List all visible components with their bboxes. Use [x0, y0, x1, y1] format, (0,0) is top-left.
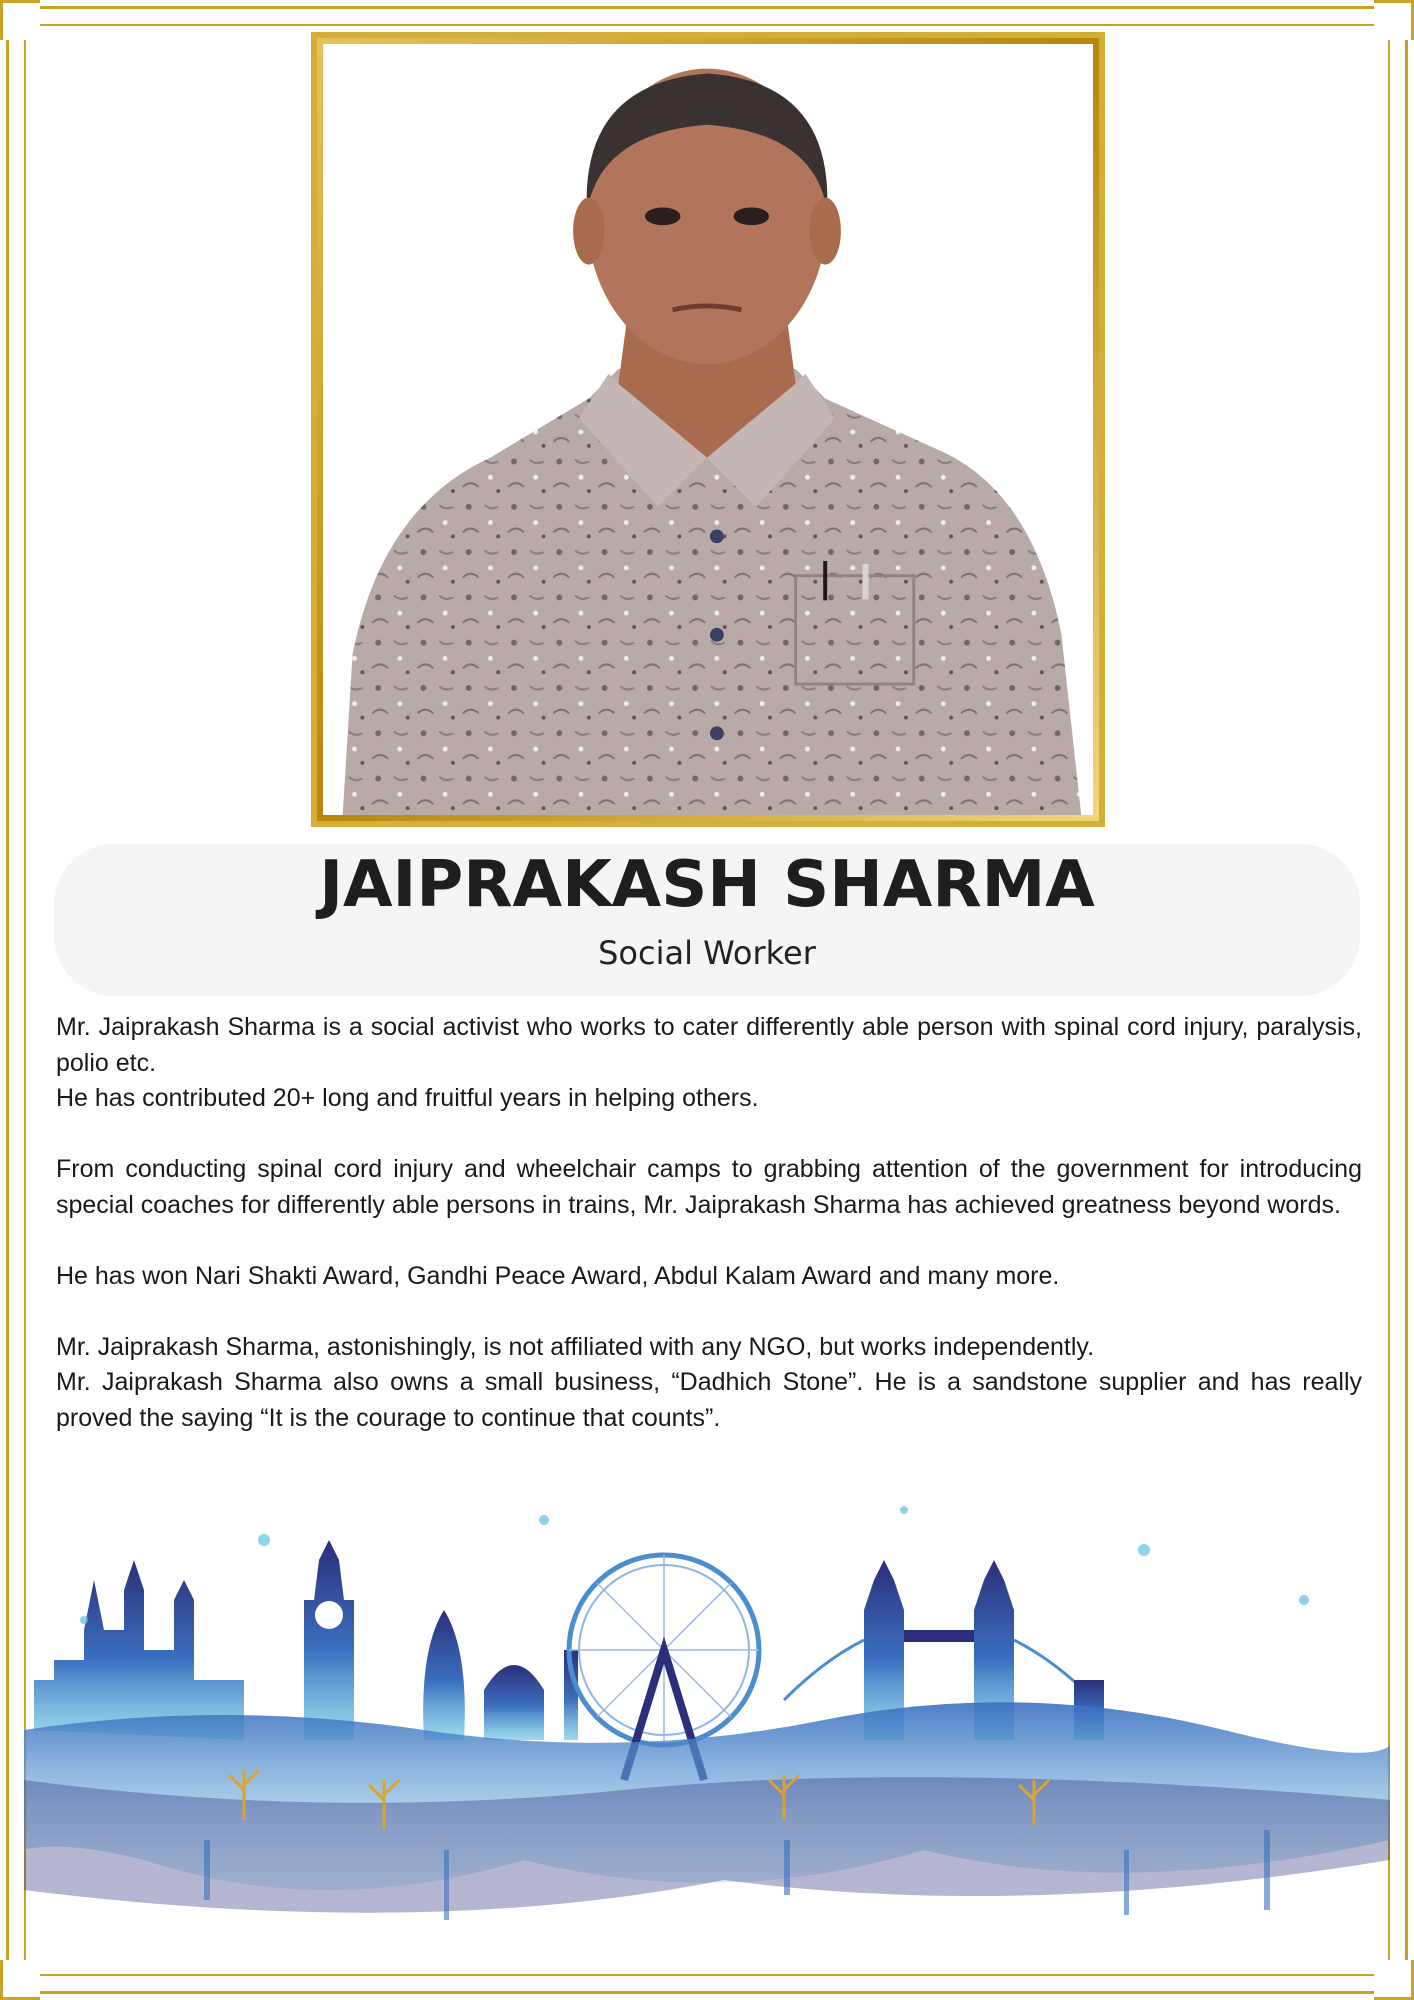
border-corner-top-left: [0, 0, 40, 40]
portrait-frame: [311, 32, 1105, 827]
portrait-photo: [323, 44, 1093, 815]
bio-paragraph-4-line-1: Mr. Jaiprakash Sharma, astonishingly, is not affiliated with any NGO, but works independently.: [56, 1332, 1095, 1361]
bio-paragraph-4-line-2: Mr. Jaiprakash Sharma also owns a small business, “Dadhich Stone”. He is a sandstone supplier and has really proved the saying “It is the courage to continue that counts”.: [56, 1368, 1362, 1432]
border-corner-top-right: [1374, 0, 1414, 40]
bio-paragraph-1-line-2: He has contributed 20+ long and fruitful years in helping others.: [56, 1084, 759, 1112]
person-name: JAIPRAKASH SHARMA: [319, 848, 1095, 922]
bio-paragraph-1-line-1: Mr. Jaiprakash Sharma is a social activist who works to cater differently able person with spinal cord injury, paralysis, polio etc.: [56, 1013, 1362, 1077]
person-role: Social Worker: [598, 934, 816, 972]
bio-paragraph-2: From conducting spinal cord injury and wheelchair camps to grabbing attention of the government for introducing special coaches for differently able persons in trains, Mr. Jaiprakash Sharma has achieved greatness beyond words.: [56, 1155, 1362, 1219]
bio-paragraph-3: He has won Nari Shakti Award, Gandhi Peace Award, Abdul Kalam Award and many more.: [56, 1261, 1060, 1290]
london-skyline-illustration: [24, 1480, 1390, 1970]
biography: [56, 1010, 1362, 1436]
